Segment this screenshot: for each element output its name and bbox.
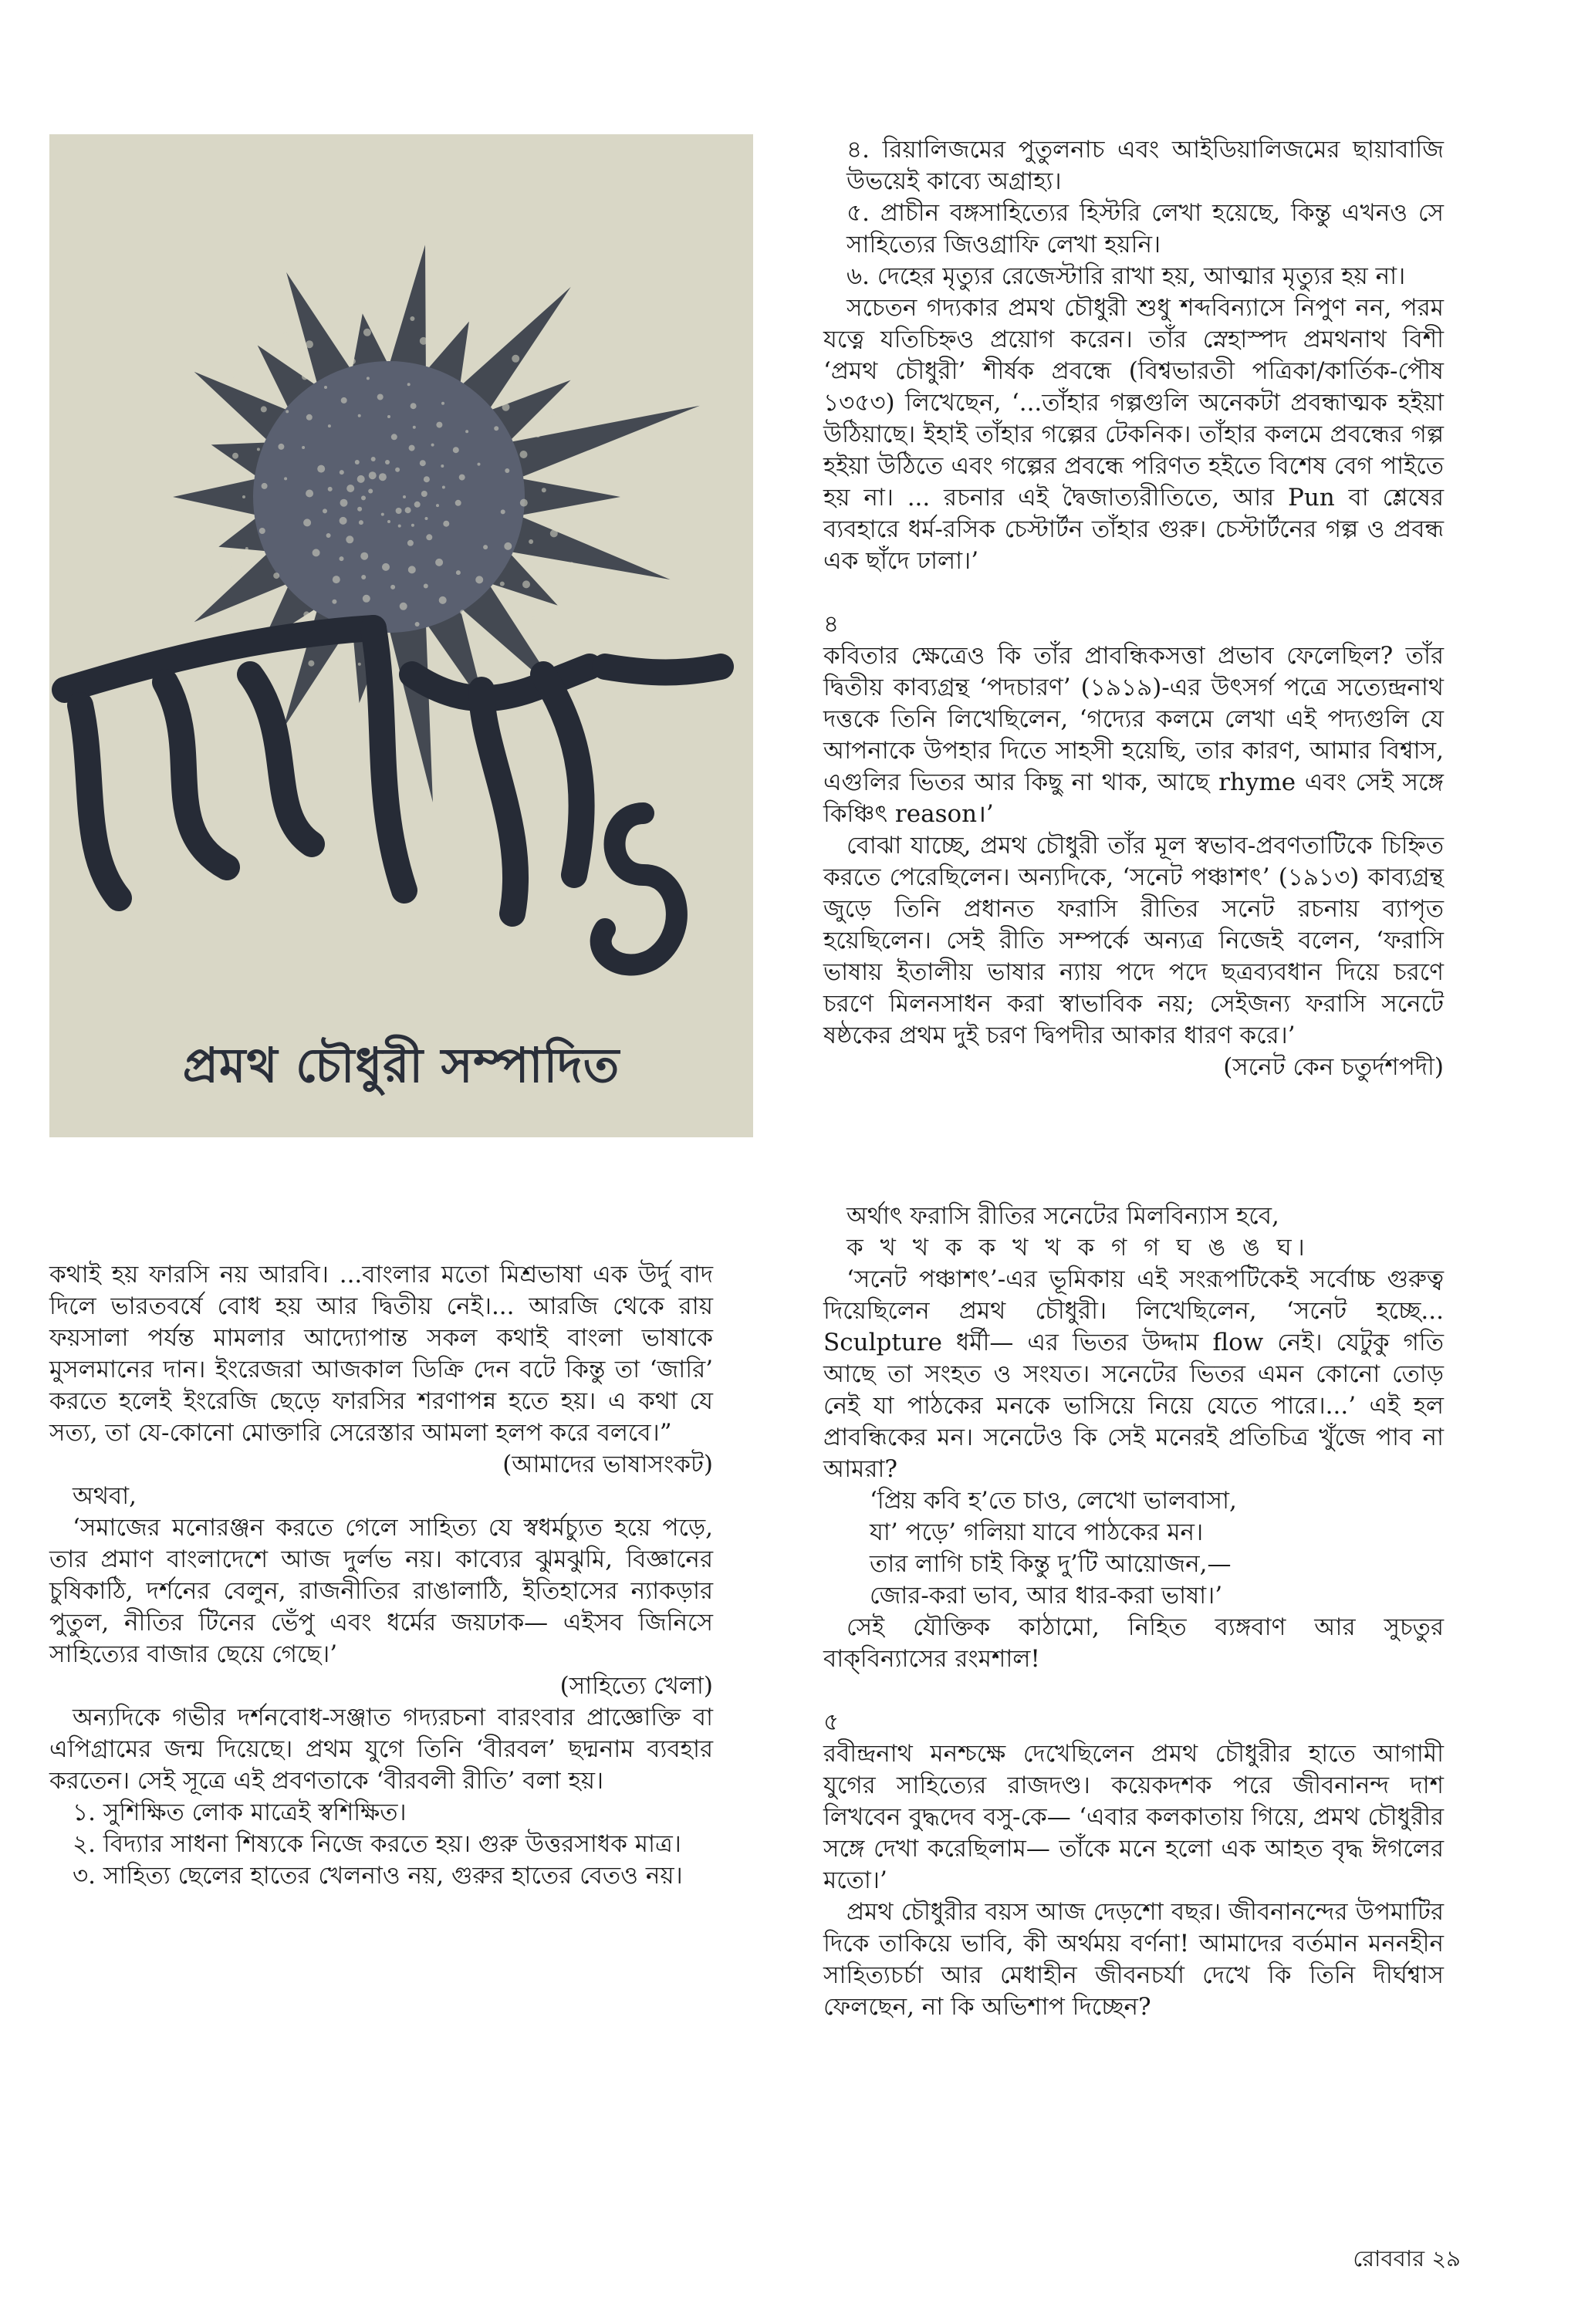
ink-speckle	[358, 663, 361, 666]
ink-speckle	[379, 473, 387, 481]
ink-speckle	[257, 448, 260, 451]
paragraph: বোঝা যাচ্ছে, প্রমথ চৌধুরী তাঁর মূল স্বভাব-প্রবণতাটিকে চিহ্নিত করতে পেরেছিলেন। অন্যদিকে, ‘সনেট পঞ্চাশৎ’ (১৯১৩) কাব্যগ্রন্থ জুড়ে তিনি প্রধানত ফরাসি রীতির সনেট রচনায় ব্যাপৃত হয়েছিলেন। সেই রীতি সম্পর্কে অন্যত্র নিজেই বলেন, ‘ফরাসি ভাষায় ইতালীয় ভাষার ন্যায় পদে পদে ছত্রব্যবধান দিয়ে চরণে চরণে মিলনসাধন করা স্বাভাবিক নয়; সেইজন্য ফরাসি সনেটে ষষ্ঠকের প্রথম দুই চরণ দ্বিপদীর আকার ধারণ করে।’	[823, 832, 1444, 1049]
ink-speckle	[456, 570, 461, 575]
ink-speckle	[536, 433, 540, 437]
ink-speckle	[382, 563, 390, 571]
ink-speckle	[407, 383, 411, 386]
ink-speckle	[284, 477, 287, 480]
ink-speckle	[358, 414, 361, 417]
right-column-bottom	[823, 1201, 1444, 2023]
source-citation: (সাহিত্যে খেলা)	[559, 1672, 713, 1700]
ink-speckle	[546, 410, 553, 417]
ink-speckle	[324, 386, 327, 389]
verse-line: জোর-করা ভাব, আর ধার-করা ভাষা।’	[870, 1582, 1223, 1610]
lettering-stroke	[482, 690, 515, 914]
ink-speckle	[245, 547, 248, 550]
ink-speckle	[398, 525, 401, 528]
source-citation: (আমাদের ভাষাসংকট)	[502, 1451, 713, 1478]
ink-speckle	[426, 534, 432, 540]
ink-speckle	[328, 424, 331, 427]
ink-speckle	[405, 507, 411, 513]
ink-speckle	[468, 363, 475, 371]
ink-speckle	[443, 521, 449, 527]
right-column-top	[823, 134, 1444, 1083]
verse-line: তার লাগি চাই কিন্তু দু’টি আয়োজন,—	[870, 1550, 1232, 1578]
ink-speckle	[403, 495, 406, 498]
ink-speckle	[221, 508, 228, 515]
ink-speckle	[459, 314, 467, 322]
ink-speckle	[303, 519, 311, 526]
ink-speckle	[441, 402, 444, 405]
ink-speckle	[478, 463, 481, 466]
lettering-stroke	[543, 674, 582, 875]
ink-speckle	[308, 660, 314, 667]
ink-speckle	[559, 470, 566, 478]
ink-speckle	[504, 542, 512, 550]
cover-image	[49, 134, 753, 1137]
ink-speckle	[317, 465, 325, 473]
ink-speckle	[442, 486, 445, 489]
ink-speckle	[529, 539, 533, 544]
ink-speckle	[424, 476, 430, 482]
ink-speckle	[483, 545, 488, 549]
ink-speckle	[395, 468, 400, 472]
cover-caption: প্রমথ চৌধুরী সম্পাদিত	[182, 1037, 620, 1093]
ink-speckle	[501, 509, 505, 514]
paragraph: সেই যৌক্তিক কাঠামো, নিহিত ব্যঙ্গবাণ আর সুচতুর বাক্‌বিন্যাসের রংমশাল!	[823, 1613, 1444, 1673]
ink-speckle	[550, 529, 558, 537]
ink-speckle	[420, 337, 427, 345]
ink-speckle	[411, 524, 414, 527]
ink-speckle	[414, 502, 421, 508]
ink-speckle	[221, 591, 225, 594]
cover-issue-numeral	[601, 813, 677, 964]
ink-speckle	[520, 451, 528, 458]
ink-speckle	[333, 576, 340, 583]
ink-speckle	[350, 358, 356, 364]
ink-speckle	[283, 333, 288, 337]
ink-speckle	[377, 394, 384, 400]
ink-speckle	[421, 491, 427, 497]
ink-speckle	[302, 373, 308, 380]
ink-speckle	[302, 446, 305, 449]
ink-speckle	[387, 520, 390, 523]
ink-speckle	[453, 447, 459, 453]
ink-speckle	[467, 340, 471, 345]
ink-speckle	[385, 460, 390, 464]
ink-speckle	[459, 475, 465, 481]
sunburst-cover-art-icon	[49, 134, 753, 1137]
ink-speckle	[242, 495, 245, 498]
ink-speckle	[361, 575, 366, 579]
paragraph: অথবা,	[73, 1482, 137, 1510]
ink-speckle	[542, 488, 546, 492]
ink-speckle	[494, 426, 498, 431]
left-column	[49, 1259, 713, 1892]
ink-speckle	[357, 507, 362, 512]
ink-speckle	[306, 490, 313, 498]
ink-speckle	[425, 517, 428, 520]
ink-speckle	[512, 355, 519, 363]
ink-speckle	[323, 508, 327, 513]
ink-speckle	[259, 528, 265, 534]
ink-speckle	[262, 483, 268, 489]
source-citation: (সনেট কেন চতুর্দশপদী)	[1223, 1053, 1444, 1081]
ink-speckle	[346, 535, 353, 543]
ink-speckle	[368, 489, 373, 494]
ink-speckle	[390, 585, 395, 589]
ink-speckle	[286, 410, 289, 413]
ink-speckle	[381, 513, 384, 516]
ink-speckle	[475, 576, 483, 583]
ink-speckle	[415, 622, 420, 627]
ink-speckle	[436, 504, 439, 507]
paragraph: ‘সনেট পঞ্চাশৎ’-এর ভূমিকায় এই সংরূপটিকেই সর্বোচ্চ গুরুত্ব দিয়েছিলেন প্রমথ চৌধুরী। লিখেছিলেন, ‘সনেট হচ্ছে... Sculpture ধর্মী— এর ভিতর উদ্দাম flow নেই। যেটুকু গতি আছে তা সংহত ও সংযত। সনেটের ভিতর এমন কোনো তোড় নেই যা পাঠকের মনকে ভাসিয়ে নিয়ে যেতে পারে।...’ এই হল প্রাবন্ধিকের মন। সনেটেও কি সেই মনেরই প্রতিচিত্র খুঁজে পাব না আমরা?	[823, 1265, 1444, 1483]
paragraph: রবীন্দ্রনাথ মনশ্চক্ষে দেখেছিলেন প্রমথ চৌধুরীর হাতে আগামী যুগের সাহিত্যের রাজদণ্ড। কয়েকদশক পরে জীবনানন্দ দাশ লিখবেন বুদ্ধদেব বসু-কে— ‘এবার কলকাতায় গিয়ে, প্রমথ চৌধুরীর সঙ্গে দেখা করেছিলাম— তাঁকে মনে হলো এক আহত বৃদ্ধ ঈগলের মতো।’	[823, 1740, 1444, 1894]
ink-speckle	[435, 559, 443, 566]
paragraph: কথাই হয় ফারসি নয় আরবি। ...বাংলার মতো মিশ্রভাষা এক উর্দু বাদ দিলে ভারতবর্ষে বোধ হয় আর দ্বিতীয় নেই।... আরজি থেকে রায় ফয়সালা পর্যন্ত মামলার আদ্যোপান্ত সকল কথাই বাংলা ভাষাকে মুসলমানের দান। ইংরেজরা আজকাল ডিক্রি দেন বটে কিন্তু তা ‘জারি’ করতে হলেই ইংরেজি ছেড়ে ফারসির শরণাপন্ন হতে হয়। এ কথা যে সত্য, তা যে-কোনো মোক্তারি সেরেস্তার আমলা হলপ করে বলবে।”	[49, 1261, 713, 1447]
verse-line: ‘প্রিয় কবি হ’তে চাও, লেখো ভালবাসা,	[870, 1487, 1237, 1515]
ink-speckle	[363, 329, 371, 336]
ink-speckle	[410, 316, 414, 321]
ink-speckle	[229, 374, 234, 379]
section-number-4: ৪	[823, 610, 840, 638]
sunburst-core	[253, 361, 525, 633]
ink-speckle	[532, 616, 535, 620]
rhyme-scheme: ক খ খ ক ক খ খ ক গ গ ঘ ঙ ঙ ঘ।	[846, 1234, 1309, 1262]
ink-speckle	[306, 414, 313, 421]
ink-speckle	[346, 313, 351, 318]
section-number-5: ৫	[823, 1708, 840, 1736]
ink-speckle	[340, 556, 344, 561]
ink-speckle	[570, 562, 573, 565]
ink-speckle	[360, 552, 368, 560]
paragraph: কবিতার ক্ষেত্রেও কি তাঁর প্রাবন্ধিকসত্তা প্রভাব ফেলেছিল? তাঁর দ্বিতীয় কাব্যগ্রন্থ ‘পদচারণ’ (১৯১৯)-এর উৎসর্গ পত্রে সত্যেন্দ্রনাথ দত্তকে তিনি লিখেছিলেন, ‘গদ্যের কলমে লেখা এই পদ্যগুলি যে আপনাকে উপহার দিতে সাহসী হয়েছি, তার কারণ, আমার বিশ্বাস, এগুলির ভিতর আর কিছু না থাক, আছে rhyme এবং সেই সঙ্গে কিঞ্চিৎ reason।’	[823, 642, 1444, 828]
ink-speckle	[413, 426, 416, 429]
ink-speckle	[359, 520, 363, 525]
ink-speckle	[355, 460, 360, 464]
ink-speckle	[303, 611, 309, 617]
epigram-3: ৩. সাহিত্য ছেলের হাতের খেলনাও নয়, গুরুর হাতের বেতও নয়।	[73, 1862, 683, 1890]
ink-speckle	[267, 596, 270, 600]
ink-speckle	[332, 600, 336, 604]
ink-speckle	[326, 533, 331, 538]
page-footer: রোববার ২৯	[1353, 2245, 1461, 2272]
epigram-4: ৪. রিয়ালিজমের পুতুলনাচ এবং আইডিয়ালিজমের ছায়াবাজি উভয়েই কাব্যে অগ্রাহ্য।	[846, 136, 1444, 195]
ink-speckle	[420, 460, 426, 466]
ink-speckle	[346, 485, 354, 492]
ink-speckle	[340, 470, 344, 475]
epigram-5: ৫. প্রাচীন বঙ্গসাহিত্যের হিস্টরি লেখা হয়েছে, কিন্তু এখনও সে সাহিত্যের জিওগ্রাফি লেখা হয়নি।	[846, 199, 1444, 258]
ink-speckle	[407, 540, 414, 546]
ink-speckle	[424, 584, 428, 589]
paragraph: অর্থাৎ ফরাসি রীতির সনেটের মিলবিন্যাস হবে,	[846, 1202, 1279, 1230]
ink-speckle	[394, 293, 401, 301]
ink-speckle	[273, 573, 279, 579]
ink-speckle	[231, 566, 237, 573]
ink-speckle	[306, 340, 313, 348]
ink-speckle	[340, 517, 347, 525]
ink-speckle	[502, 404, 510, 411]
ink-speckle	[391, 434, 397, 440]
ink-speckle	[341, 397, 347, 404]
lettering-stroke	[80, 705, 119, 898]
ink-speckle	[357, 475, 365, 483]
lettering-stroke	[605, 667, 721, 673]
ink-speckle	[411, 403, 417, 409]
ink-speckle	[328, 487, 333, 491]
ink-speckle	[400, 603, 407, 610]
paragraph: প্রমথ চৌধুরীর বয়স আজ দেড়শো বছর। জীবনানন্দের উপমাটির দিকে তাকিয়ে ভাবি, কী অর্থময় বর্ণনা! আমাদের বর্তমান মননহীন সাহিত্যচর্চা আর মেধাহীন জীবনচর্যা দেখে কি তিনি দীর্ঘশ্বাস ফেলছেন, না কি অভিশাপ দিচ্ছেন?	[823, 1898, 1444, 2021]
ink-speckle	[436, 422, 442, 428]
ink-speckle	[408, 566, 416, 573]
ink-speckle	[478, 653, 482, 656]
ink-speckle	[361, 495, 366, 500]
ink-speckle	[260, 620, 266, 626]
ink-speckle	[340, 499, 348, 507]
ink-speckle	[313, 549, 320, 556]
ink-speckle	[522, 580, 530, 588]
ink-speckle	[261, 406, 267, 412]
ink-speckle	[367, 377, 370, 380]
ink-speckle	[505, 468, 509, 473]
ink-speckle	[369, 471, 377, 479]
lettering-stroke	[250, 674, 312, 844]
ink-speckle	[363, 595, 370, 603]
ink-speckle	[500, 582, 505, 586]
ink-speckle	[465, 430, 468, 433]
epigram-6: ৬. দেহের মৃত্যুর রেজেস্টারি রাখা হয়, আত্মার মৃত্যুর হয় না।	[846, 262, 1406, 290]
ink-speckle	[371, 457, 376, 461]
ink-speckle	[439, 596, 447, 604]
ink-speckle	[441, 464, 444, 468]
ink-speckle	[510, 381, 515, 386]
ink-speckle	[396, 508, 402, 514]
paragraph: ‘সমাজের মনোরঞ্জন করতে গেলে সাহিত্য যে স্বধর্মচ্যুত হয়ে পড়ে, তার প্রমাণ বাংলাদেশে আজ দুর্লভ নয়। কাব্যের ঝুমঝুমি, বিজ্ঞানের চুষিকাঠি, দর্শনের বেলুন, রাজনীতির রাঙালাঠি, ইতিহাসের ন্যাকড়ার পুতুল, নীতির টিনের ভেঁপু এবং ধর্মের জয়ঢাক— এইসব জিনিসে সাহিত্যের বাজার ছেয়ে গেছে।’	[49, 1514, 713, 1668]
paragraph: অন্যদিকে গভীর দর্শনবোধ-সঞ্জাত গদ্যরচনা বারংবার প্রাজ্ঞোক্তি বা এপিগ্রামের জন্ম দিয়েছে। প্রথম যুগে তিনি ‘বীরবল’ ছদ্মনাম ব্যবহার করতেন। সেই সূত্রে এই প্রবণতাকে ‘বীরবলী রীতি’ বলা হয়।	[49, 1704, 713, 1795]
epigram-2: ২. বিদ্যার সাধনা শিষ্যকে নিজে করতে হয়। গুরু উত্তরসাধক মাত্র।	[73, 1830, 681, 1858]
paragraph: সচেতন গদ্যকার প্রমথ চৌধুরী শুধু শব্দবিন্যাসে নিপুণ নন, পরম যত্নে যতিচিহ্নও প্রয়োগ করেন। তাঁর স্নেহাস্পদ প্রমথনাথ বিশী ‘প্রমথ চৌধুরী’ শীর্ষক প্রবন্ধে (বিশ্বভারতী পত্রিকা/কার্তিক-পৌষ ১৩৫৩) লিখেছেন, ‘...তাঁহার গল্পগুলি অনেকটা প্রবন্ধাত্মক হইয়া উঠিয়াছে। ইহাই তাঁহার গল্পের টেকনিক। তাঁহার কলমে প্রবন্ধের গল্প হইয়া উঠিতে এবং গল্পের প্রবন্ধে পরিণত হইতে বিশেষ বেগ পাইতে হয় না। ... রচনার এই দ্বৈজাত্যরীতিতে, আর Pun বা শ্লেষের ব্যবহারে ধর্ম-রসিক চেস্টার্টন তাঁহার গুরু। চেস্টার্টনের গল্প ও প্রবন্ধ এক ছাঁদে ঢালা।’	[823, 294, 1444, 575]
verse-line: যা’ পড়ে’ গলিয়া যাবে পাঠকের মন।	[870, 1518, 1204, 1546]
lettering-stroke	[165, 682, 227, 867]
ink-speckle	[455, 500, 461, 506]
ink-speckle	[409, 445, 415, 451]
ink-speckle	[232, 453, 238, 459]
ink-speckle	[431, 444, 434, 447]
epigram-1: ১. সুশিক্ষিত লোক মাত্রেই স্বশিক্ষিত।	[73, 1799, 407, 1826]
ink-speckle	[460, 610, 465, 614]
ink-speckle	[278, 444, 284, 450]
ink-speckle	[387, 415, 390, 418]
ink-speckle	[520, 499, 528, 507]
